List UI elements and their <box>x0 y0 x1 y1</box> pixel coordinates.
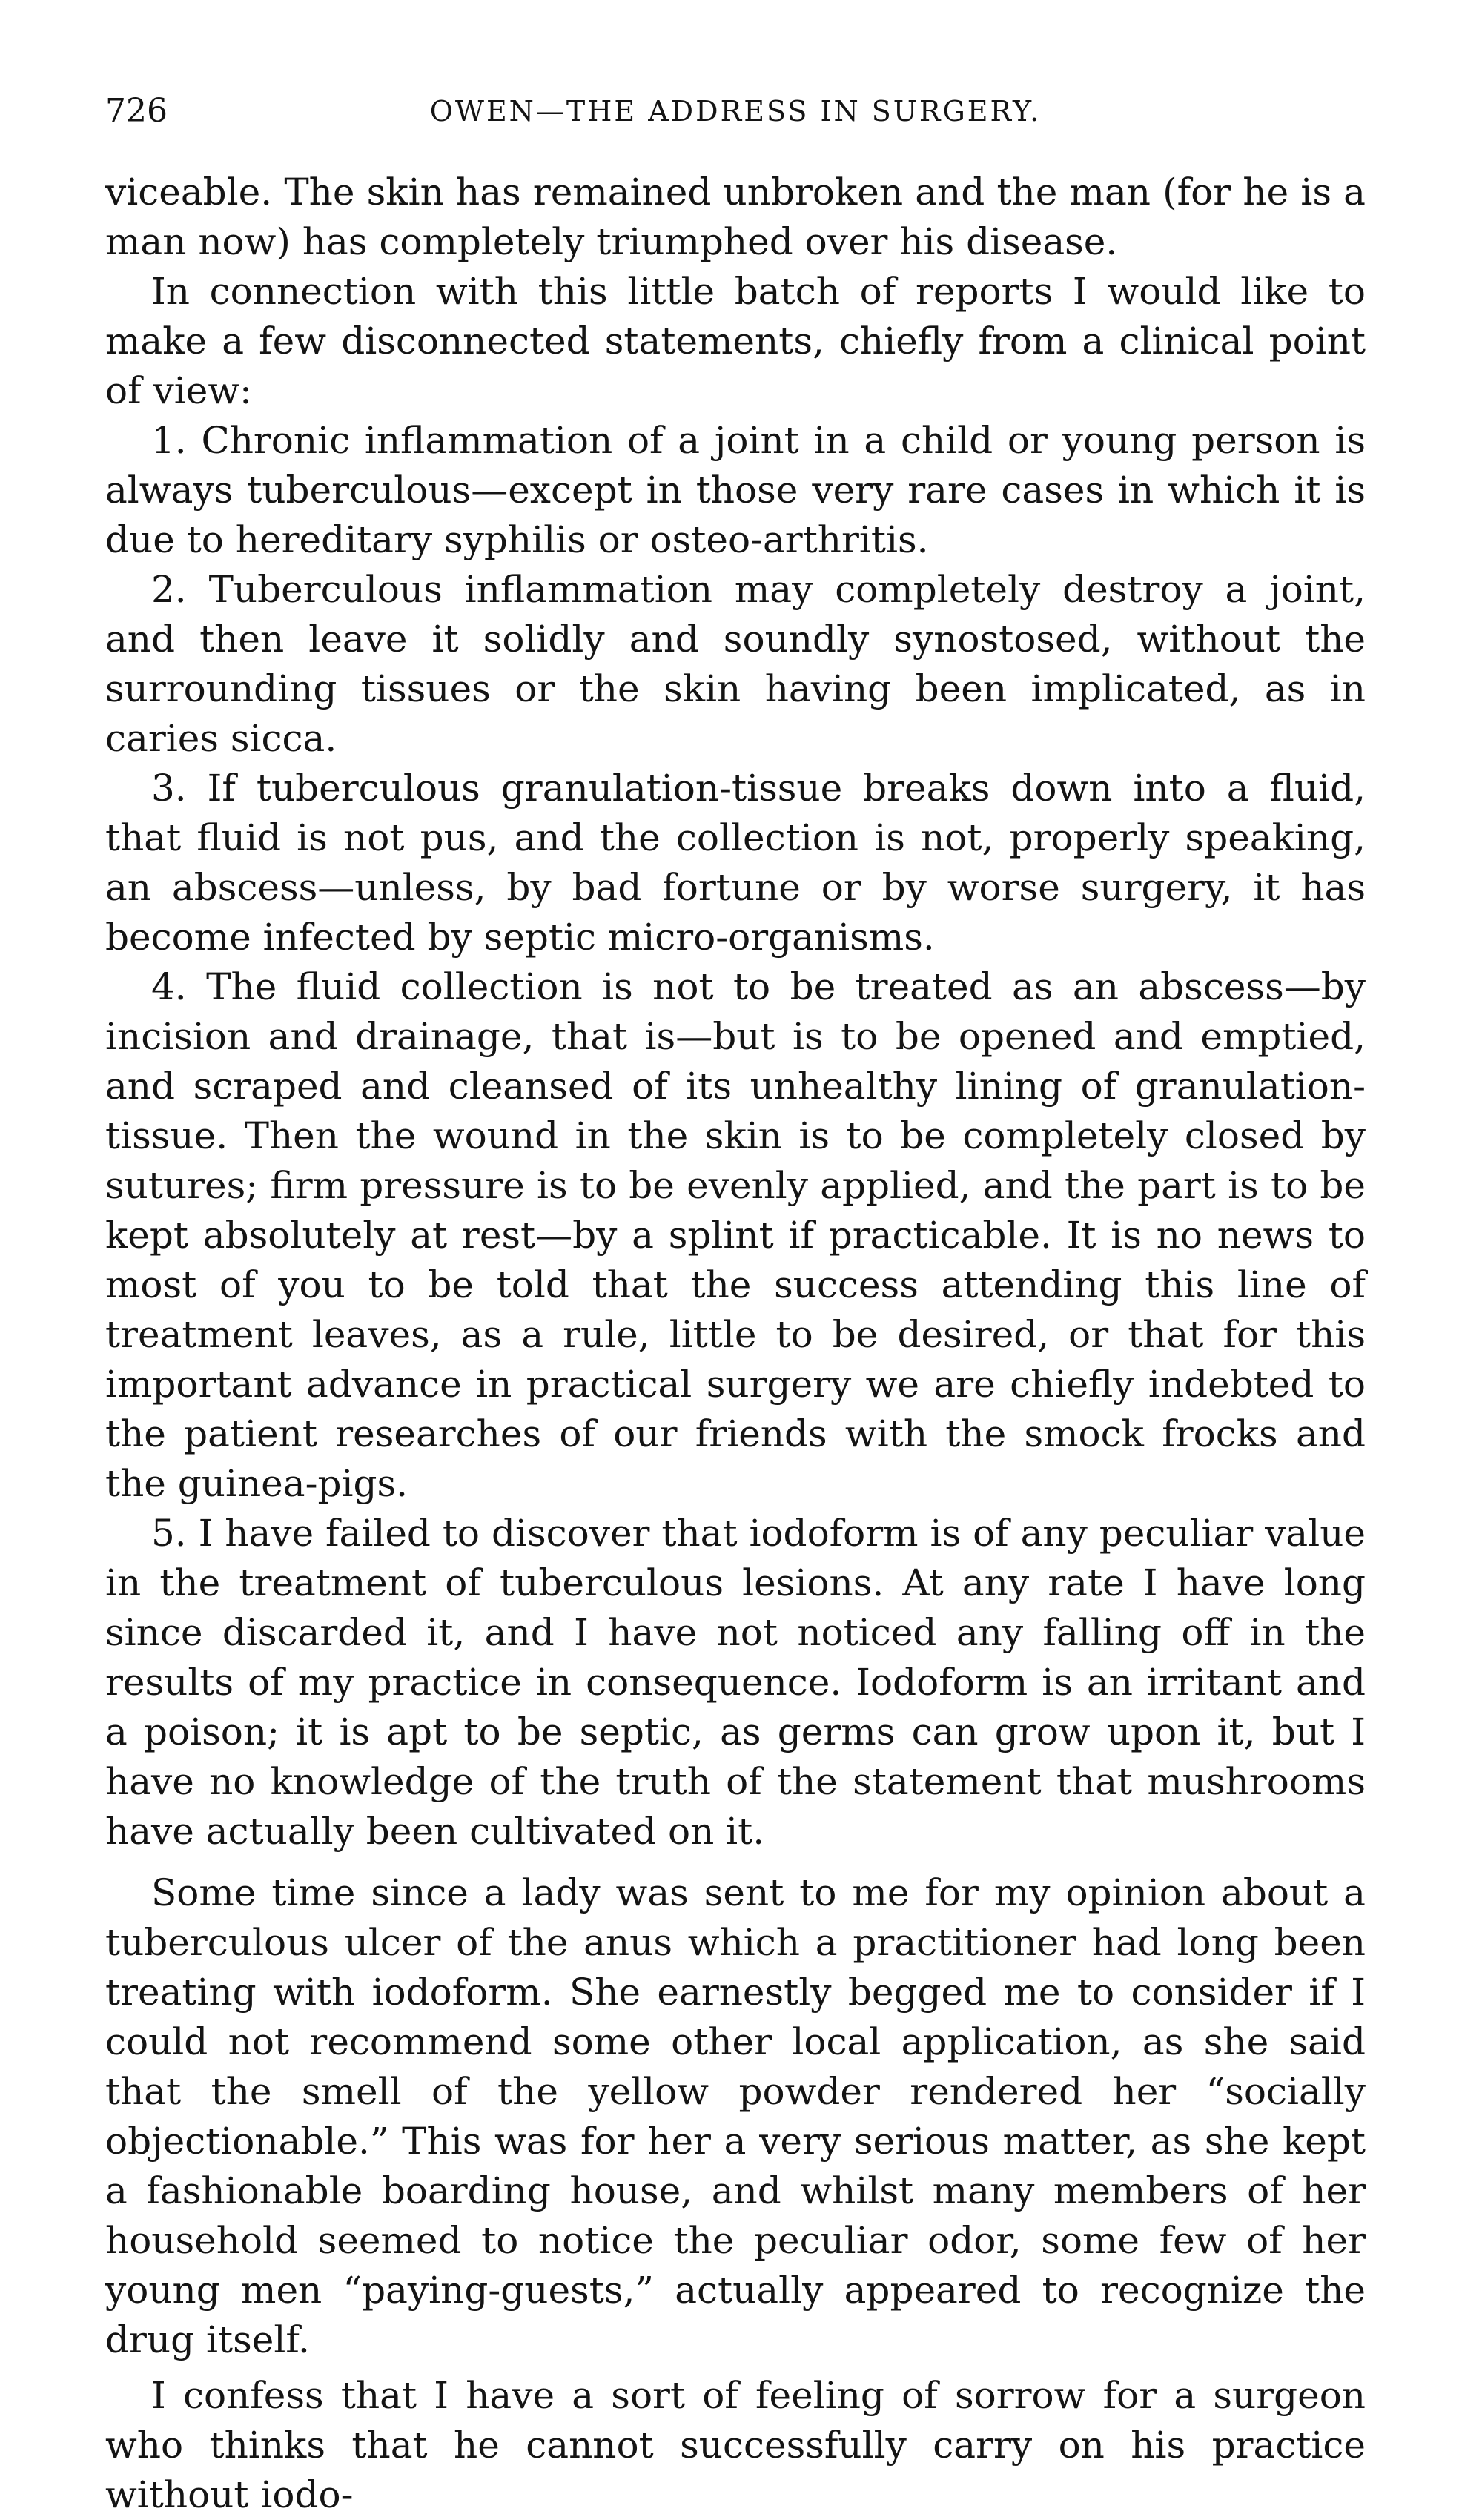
page-number: 726 <box>105 92 168 130</box>
paragraph-intro: In connection with this little batch of reports I would like to make a few disconnected statements, chiefly from a clinical point of view: <box>105 270 1366 412</box>
document-page <box>105 87 1366 2520</box>
paragraph-anecdote: Some time since a lady was sent to me for my opinion about a tuberculous ulcer of the anus which a practitioner had long been treating with iodoform. She earnestly begged me to consider if I could not recommend some other local application, as she said that the smell of the yellow powder rendered her “socially objectionable.” This was for her a very serious matter, as she kept a fashionable boarding house, and whilst many members of her household seemed to notice the peculiar odor, some few of her young men “paying-guests,” actually appeared to recognize the drug itself. <box>105 1871 1366 2361</box>
body-text <box>105 168 1366 2520</box>
list-item-5: 5. I have failed to discover that iodoform is of any peculiar value in the treatment of tuberculous lesions. At any rate I have long since discarded it, and I have not noticed any falling off in the results of my practice in consequence. Iodoform is an irritant and a poison; it is apt to be septic, as germs can grow upon it, but I have no knowledge of the truth of the statement that mushrooms have actually been cultivated on it. <box>105 1512 1366 1853</box>
page-header <box>105 87 1366 135</box>
list-item-1: 1. Chronic inflammation of a joint in a child or young person is always tuberculous—except in those very rare cases in which it is due to hereditary syphilis or osteo-arthritis. <box>105 419 1366 561</box>
running-head: OWEN—THE ADDRESS IN SURGERY. <box>429 95 1042 128</box>
paragraph-continuation: viceable. The skin has remained unbroken and the man (for he is a man now) has completely triumphed over his disease. <box>105 171 1366 263</box>
list-item-4: 4. The fluid collection is not to be treated as an abscess—by incision and drainage, that is—but is to be opened and emptied, and scraped and cleansed of its unhealthy lining of granulation-tissue. Then the wound in the skin is to be completely closed by sutures; firm pressure is to be evenly applied, and the part is to be kept absolutely at rest—by a splint if practicable. It is no news to most of you to be told that the success attending this line of treatment leaves, as a rule, little to be desired, or that for this important advance in practical surgery we are chiefly indebted to the patient researches of our friends with the smock frocks and the guinea-pigs. <box>105 965 1366 1505</box>
list-item-2: 2. Tuberculous inflammation may completely destroy a joint, and then leave it solidly and soundly synostosed, without the surrounding tissues or the skin having been implicated, as in caries sicca. <box>105 568 1366 760</box>
paragraph-closing: I confess that I have a sort of feeling of sorrow for a surgeon who thinks that he cannot successfully carry on his practice without iodo- <box>105 2374 1366 2516</box>
list-item-3: 3. If tuberculous granulation-tissue breaks down into a fluid, that fluid is not pus, and the collection is not, properly speaking, an abscess—unless, by bad fortune or by worse surgery, it has become infected by septic micro-organisms. <box>105 767 1366 959</box>
